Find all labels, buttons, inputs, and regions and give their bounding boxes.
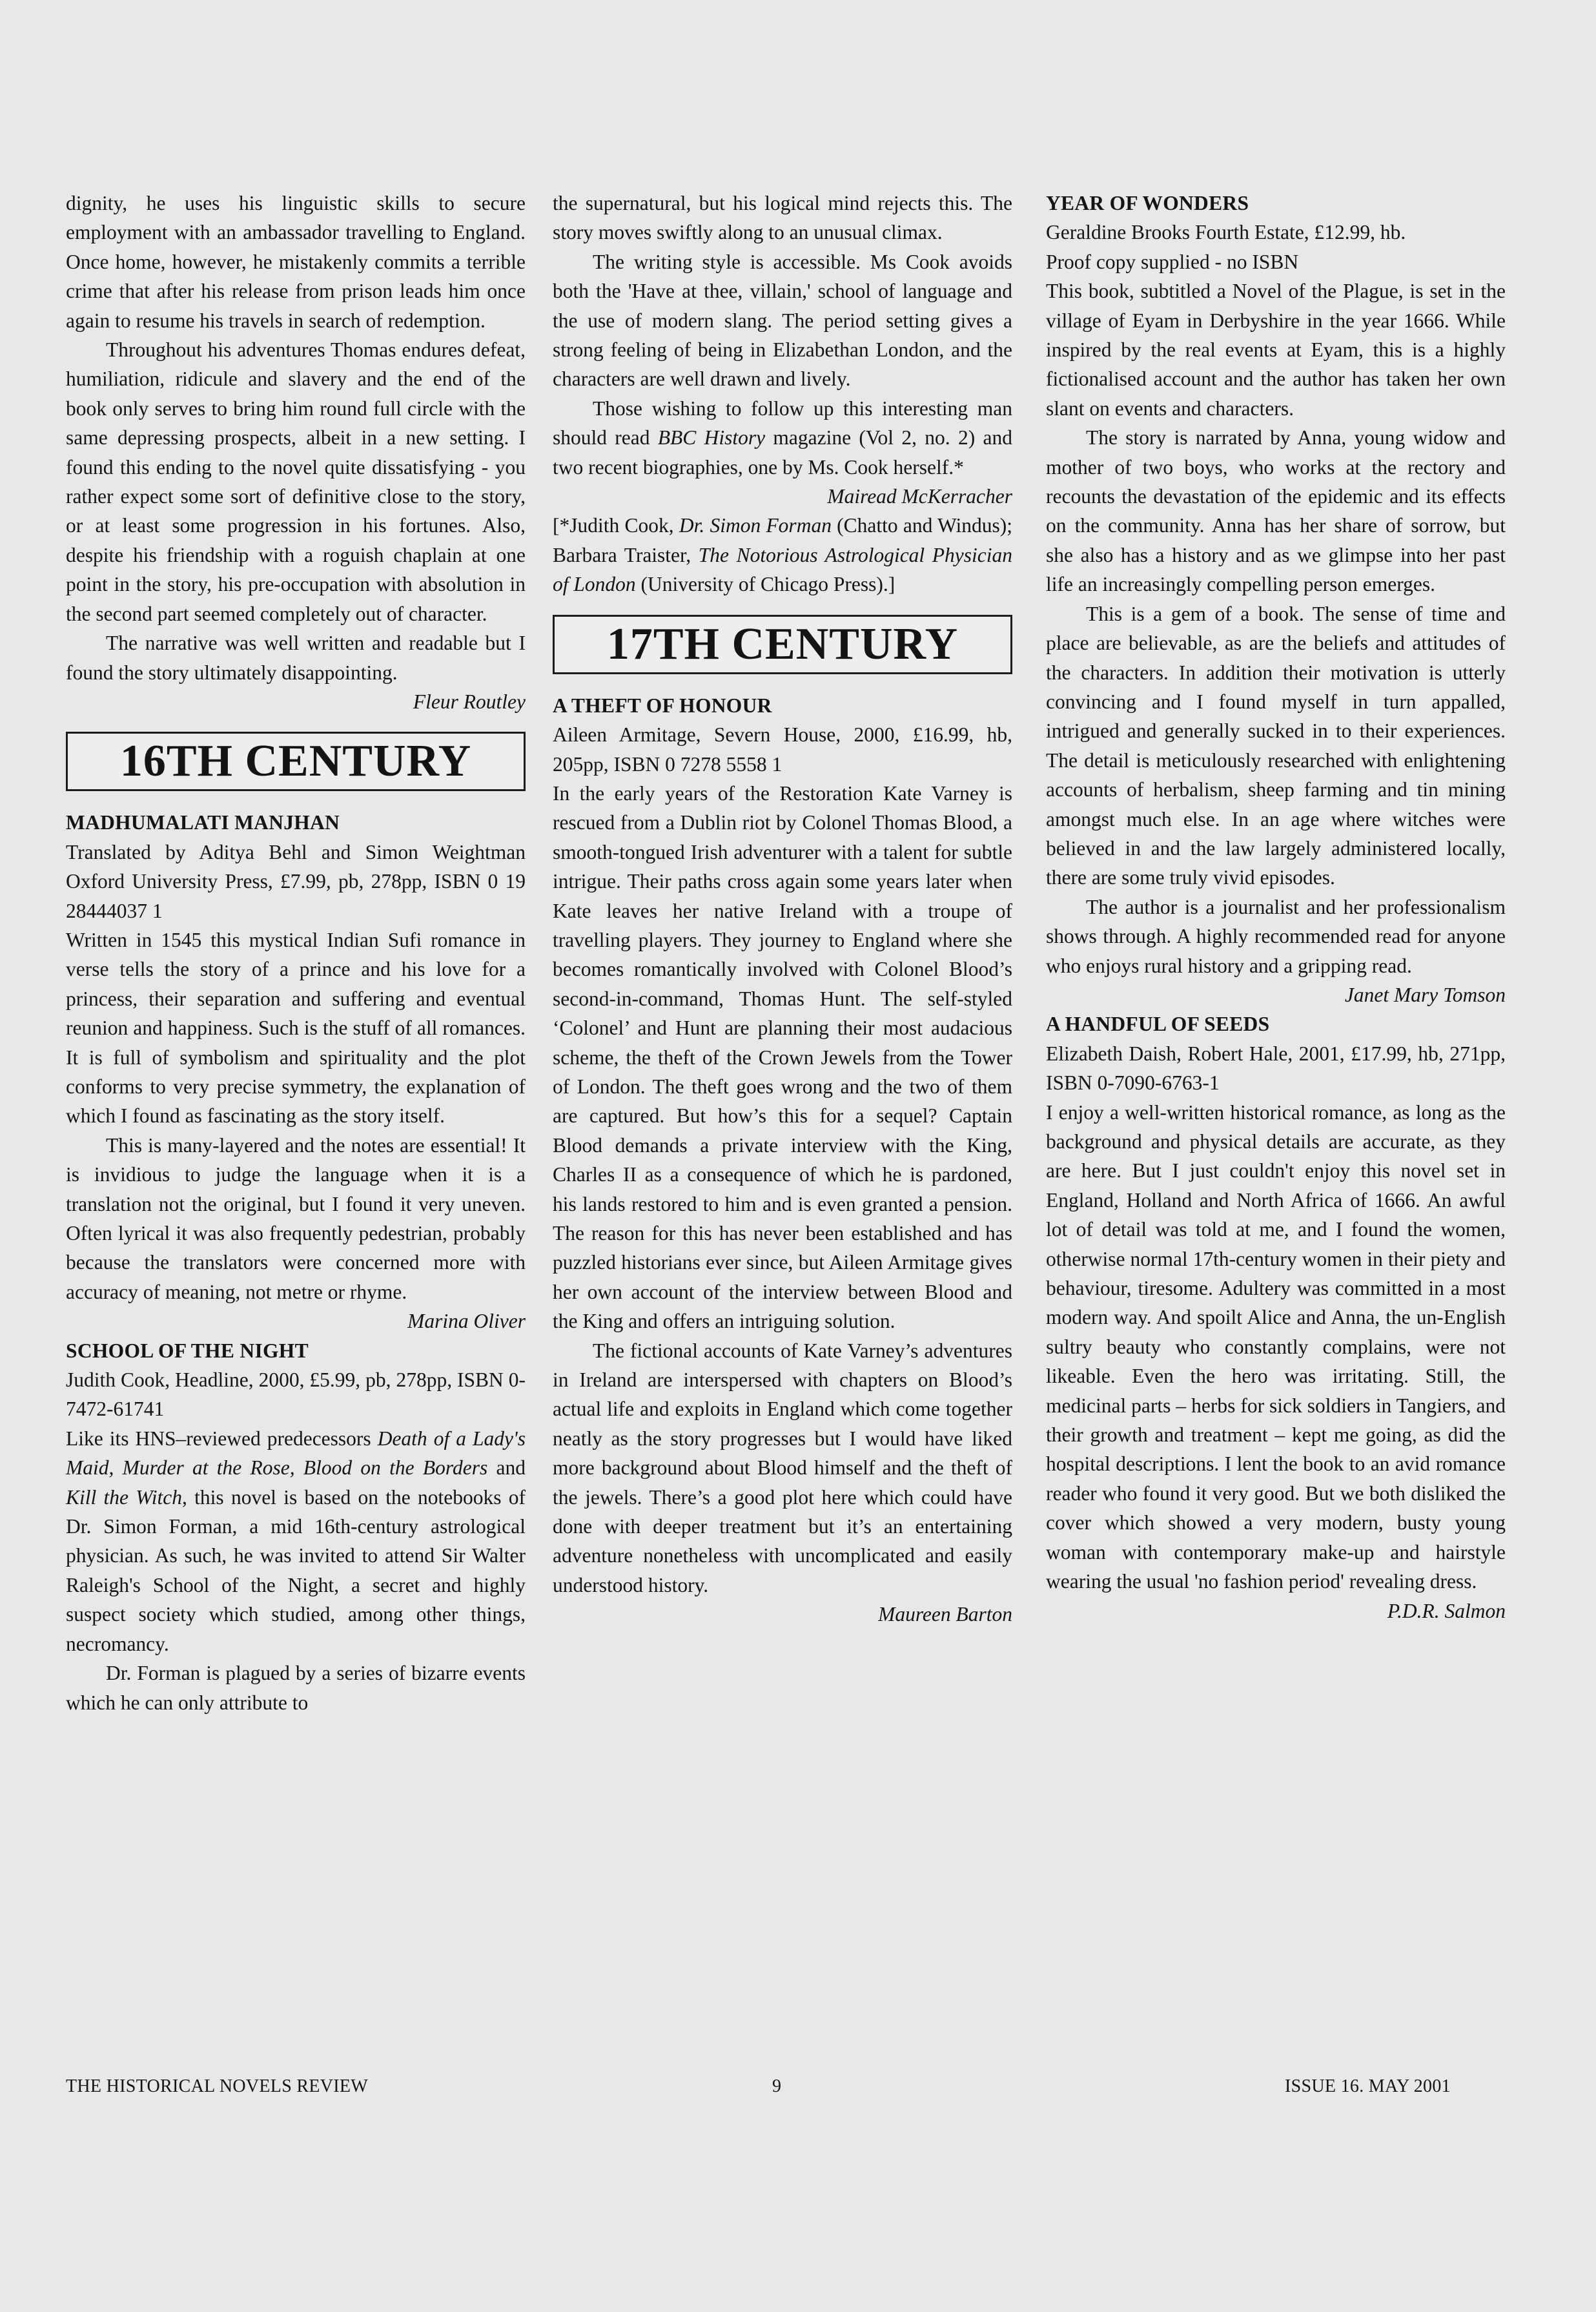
review-text: [553, 394, 1012, 482]
review-title: SCHOOL OF THE NIGHT: [66, 1339, 309, 1362]
text-run: , this novel is based on the notebooks of Dr. Simon Forman, a mid 16th-century astrological physician. As such, he was invited to attend Sir Walter Raleigh's School of the Night, a secret and highly suspect society which studied, among other things, necromancy.: [66, 1485, 526, 1655]
text-run: Like its HNS–reviewed predecessors: [66, 1427, 378, 1450]
reviewer-signature: Janet Mary Tomson: [1344, 983, 1506, 1006]
reviewer-signature: Fleur Routley: [413, 690, 526, 713]
footer-publication-name: THE HISTORICAL NOVELS REVIEW: [66, 2076, 369, 2096]
column-left: [66, 189, 526, 1717]
review-text: The writing style is accessible. Ms Cook avoids both the 'Have at thee, villain,' school of language and the use of modern slang. The period setting gives a strong feeling of being in Elizabethan London, and the characters are well drawn and lively.: [553, 250, 1012, 391]
section-banner-16th-century: 16TH CENTURY: [66, 732, 526, 791]
book-info: Geraldine Brooks Fourth Estate, £12.99, hb.: [1046, 221, 1406, 244]
review-text: I enjoy a well-written historical romance, as long as the background and physical details are accurate, as they are here. But I just couldn't enjoy this novel set in England, Holland and North Africa of 1666. An awful lot of detail was told at me, and I found the women, otherwise normal 17th-century women in their piety and behaviour, tiresome. Adultery was committed in a most modern way. And spoilt Alice and Anna, the un-English sultry beauty who constantly complains, were not likeable. Even the hero was irritating. Still, the medicinal parts – herbs for sick soldiers in Tangiers, and their growth and treatment – kept me going, as did the hospital descriptions. I lent the book to an avid romance reader who found it very good. But we both disliked the cover which showed a very modern, busty young woman with contemporary make-up and hairstyle wearing the usual 'no fashion period' revealing dress.: [1046, 1100, 1506, 1593]
book-info: Elizabeth Daish, Robert Hale, 2001, £17.99, hb, 271pp, ISBN 0-7090-6763-1: [1046, 1042, 1506, 1095]
section-banner-17th-century: 17TH CENTURY: [553, 615, 1012, 674]
footer-issue-date: ISSUE 16. MAY 2001: [1285, 2076, 1451, 2096]
review-title: YEAR OF WONDERS: [1046, 192, 1249, 214]
text-run: and: [487, 1456, 526, 1480]
review-title: A HANDFUL OF SEEDS: [1046, 1013, 1270, 1036]
reviewer-signature: Maureen Barton: [878, 1603, 1012, 1626]
review-title: A THEFT OF HONOUR: [553, 694, 772, 717]
book-title-italic: Kill the Witch: [66, 1485, 183, 1509]
text-run: [*Judith Cook,: [553, 514, 679, 537]
reviewer-signature: Mairead McKerracher: [827, 485, 1012, 508]
review-text: This book, subtitled a Novel of the Plague, is set in the village of Eyam in Derbyshire in the year 1666. While inspired by the real events at Eyam, this is a highly fictionalised account and the author has taken her own slant on events and characters.: [1046, 280, 1506, 420]
book-info: Judith Cook, Headline, 2000, £5.99, pb, 278pp, ISBN 0-7472-61741: [66, 1368, 526, 1421]
book-info: Proof copy supplied - no ISBN: [1046, 250, 1299, 273]
text-run: (University of Chicago Press).]: [635, 573, 895, 596]
text-run: (Chatto and Windus); Barbara Traister,: [553, 514, 1013, 566]
text-run: Those wishing to follow up this interesting man should read: [553, 397, 1012, 449]
review-title: MADHUMALATI MANJHAN: [66, 811, 340, 834]
book-info: Translated by Aditya Behl and Simon Weightman Oxford University Press, £7.99, pb, 278pp, ISBN 0 19 28444037 1: [66, 840, 526, 922]
review-text: This is a gem of a book. The sense of time and place are believable, as are the beliefs and attitudes of the characters. In addition their motivation is utterly convincing and I found myself in turn appalled, intrigued and generally sucked in to their experiences. The detail is meticulously researched with enlightening accounts of herbalism, sheep farming and tin mining amongst much else. In an age where witches were believed in and the law largely administered locally, there are some truly vivid episodes.: [1046, 602, 1506, 889]
column-middle: [553, 189, 1012, 1629]
reviewer-signature: Marina Oliver: [407, 1310, 526, 1333]
text-run: magazine (Vol 2, no. 2) and two recent biographies, one by Ms. Cook herself.*: [553, 426, 1012, 479]
review-text: Throughout his adventures Thomas endures defeat, humiliation, ridicule and slavery and the end of the book only serves to bring him round full circle with the same depressing prospects, albeit in a new setting. I found this ending to the novel quite dissatisfying - you rather expect some sort of definitive close to the story, or at least some progression in his fortunes. Also, despite his friendship with a roguish chaplain at one point in the story, his pre-occupation with absolution in the second part seemed completely out of character.: [66, 338, 526, 625]
review-text: dignity, he uses his linguistic skills to secure employment with an ambassador travelling to England. Once home, however, he mistakenly commits a terrible crime that after his release from prison leads him once again to resume his travels in search of redemption.: [66, 192, 526, 332]
magazine-title-italic: BBC History: [657, 426, 766, 449]
review-text: [66, 1424, 526, 1658]
review-text: The narrative was well written and readable but I found the story ultimately disappointing.: [66, 632, 526, 684]
book-title-italic: Dr. Simon Forman: [679, 514, 832, 537]
review-text: Written in 1545 this mystical Indian Sufi romance in verse tells the story of a prince and his love for a princess, their separation and suffering and eventual reunion and happiness. Such is the stuff of all romances. It is full of symbolism and spirituality and the plot conforms to very precise symmetry, the explanation of which I found as fascinating as the story itself.: [66, 928, 526, 1128]
review-text: the supernatural, but his logical mind rejects this. The story moves swiftly along to an unusual climax.: [553, 192, 1012, 244]
review-text: In the early years of the Restoration Kate Varney is rescued from a Dublin riot by Colonel Thomas Blood, a smooth-tongued Irish adventurer with a talent for subtle intrigue. Their paths cross again some years later when Kate leaves her native Ireland with a troupe of travelling players. They journey to England where she becomes romantically involved with Colonel Blood’s second-in-command, Thomas Hunt. The self-styled ‘Colonel’ and Hunt are planning their most audacious scheme, the theft of the Crown Jewels from the Tower of London. The theft goes wrong and the two of them are captured. But how’s this for a sequel? Captain Blood demands a private interview with the King, Charles II as a consequence of which he is pardoned, his lands restored to him and is even granted a pension. The reason for this has never been established and has puzzled historians ever since, but Aileen Armitage gives her own account of the interview between Blood and the King and offers an intriguing solution.: [553, 781, 1012, 1333]
review-text: The fictional accounts of Kate Varney’s adventures in Ireland are interspersed with chapters on Blood’s actual life and exploits in England which come together neatly as the story progresses but I would have liked more background about Blood himself and the theft of the jewels. There’s a good plot here which could have done with deeper treatment but it’s an entertaining adventure nonetheless with uncomplicated and easily understood history.: [553, 1339, 1012, 1596]
review-text: This is many-layered and the notes are essential! It is invidious to judge the language when it is a translation not the original, but I found it very uneven. Often lyrical it was also frequently pedestrian, probably because the translators were concerned more with accuracy of meaning, not metre or rhyme.: [66, 1133, 526, 1303]
book-title-italic: Death of a Lady's Maid, Murder at the Rose, Blood on the Borders: [66, 1427, 526, 1480]
column-right: [1046, 189, 1506, 1626]
review-text: Dr. Forman is plagued by a series of bizarre events which he can only attribute to: [66, 1662, 526, 1714]
reviewer-signature: P.D.R. Salmon: [1387, 1599, 1506, 1622]
book-title-italic: The Notorious Astrological Physician of London: [553, 543, 1012, 596]
review-text: The story is narrated by Anna, young widow and mother of two boys, who works at the rectory and recounts the devastation of the epidemic and its effects on the community. Anna has her share of sorrow, but she also has a history and as we glimpse into her past life an increasingly compelling person emerges.: [1046, 426, 1506, 596]
footer-page-number: 9: [772, 2076, 782, 2096]
review-text: The author is a journalist and her professionalism shows through. A highly recommended read for anyone who enjoys rural history and a gripping read.: [1046, 895, 1506, 977]
book-info: Aileen Armitage, Severn House, 2000, £16.99, hb, 205pp, ISBN 0 7278 5558 1: [553, 723, 1012, 776]
footnote: [553, 511, 1012, 599]
